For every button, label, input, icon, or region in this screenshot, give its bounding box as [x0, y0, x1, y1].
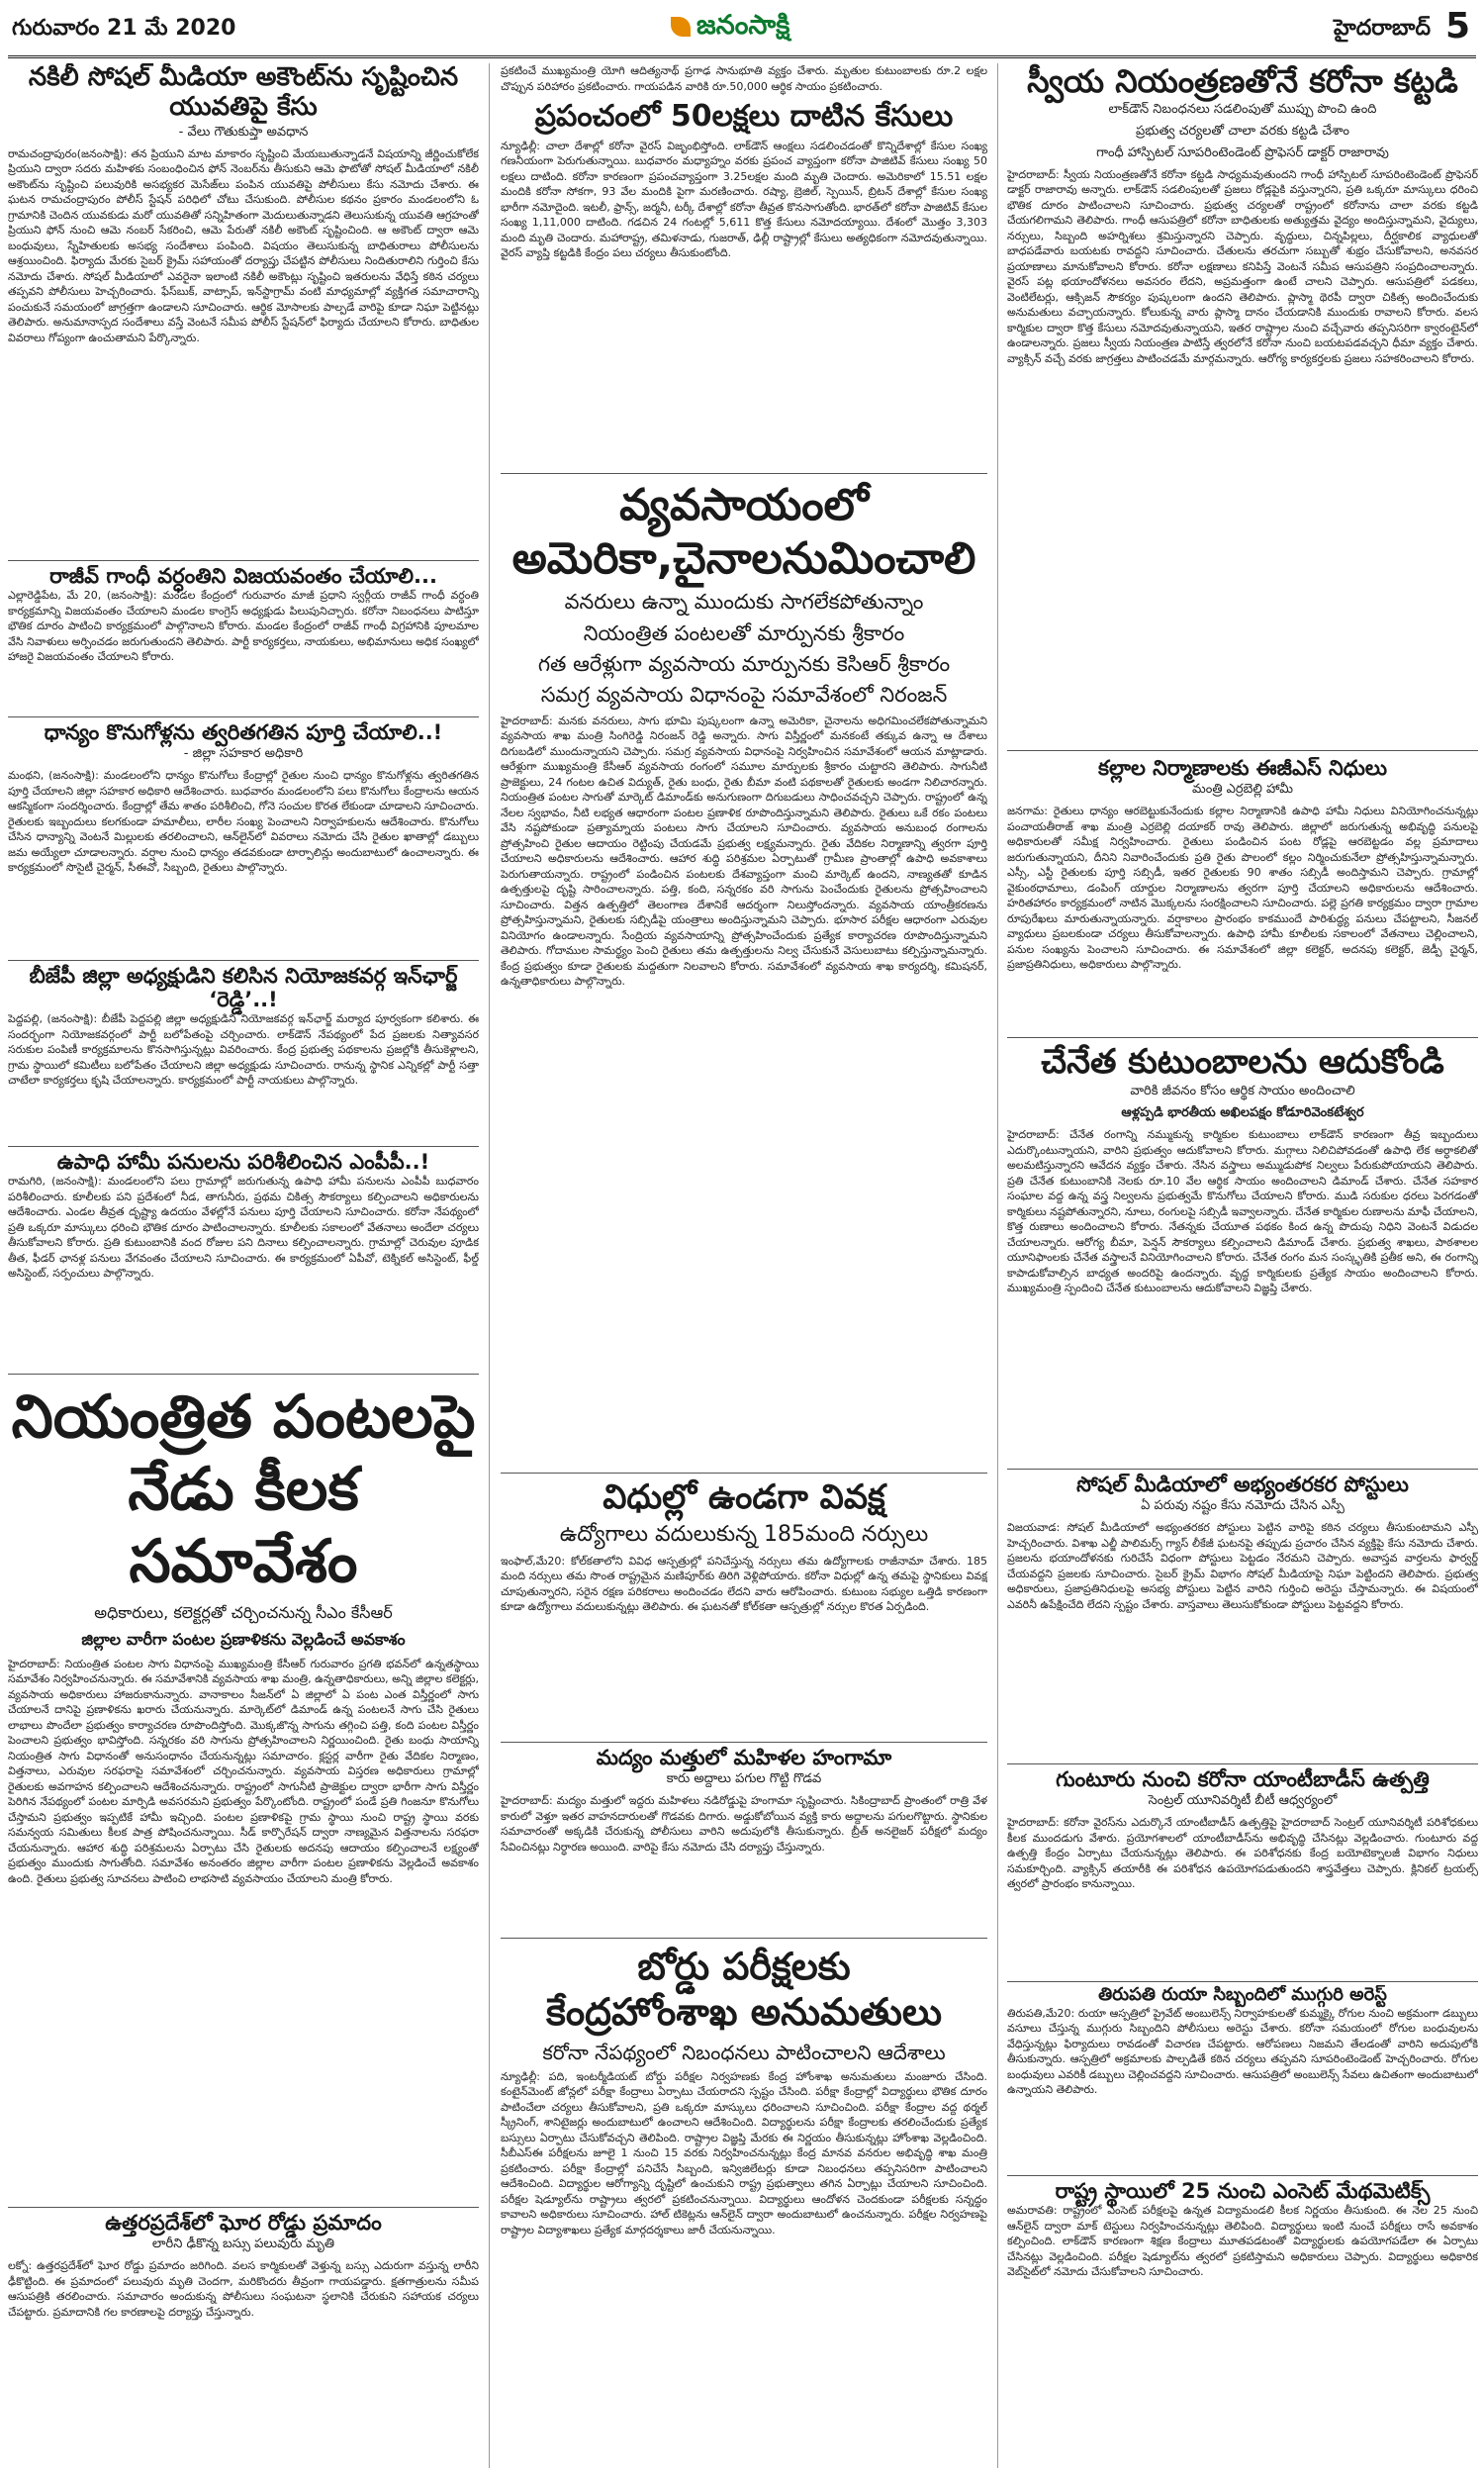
article-body: ఎల్లారెడ్డిపేట, మే 20, (జనంసాక్షి): మండల కేంద్రంలో గురువారం మాజీ ప్రధాని స్వర్గీయ రాజీవ్ గాంధీ వర్ధంతి కార్యక్రమాన్ని విజయవంతం చేయాలని మండల కాంగ్రెస్ అధ్యక్షుడు పిలుపునిచ్చారు. కరోనా నిబంధనలు పాటిస్తూ భౌతిక దూరం పాటించి కార్యక్రమంలో పాల్గొనాలని కోరారు. మండల కేంద్రంలో రాజీవ్ గాంధీ విగ్రహానికి పూలమాల వేసి నివాళులు అర్పించడం జరుగుతుందని తెలిపారు. పార్టీ కార్యకర్తలు, నాయకులు, అభిమానులు అధిక సంఖ్యలో హాజరై విజయవంతం చేయాలని కోరారు.	[8, 589, 479, 664]
byline: మంత్రి ఎర్రబెల్లి హామీ	[1192, 782, 1293, 798]
divider	[1007, 1981, 1478, 1982]
divider	[1007, 1763, 1478, 1764]
byline: లారీని ఢీకొన్న బస్సు పలువురు మృతి	[151, 2237, 335, 2252]
column-right	[1007, 63, 1478, 2468]
headline: నియంత్రిత పంటలపై నేడు కీలక సమావేశం	[11, 1382, 476, 1597]
column-divider	[997, 63, 998, 2468]
divider	[501, 1938, 987, 1939]
article-kallam	[1007, 756, 1478, 1033]
article-guntur	[1007, 1767, 1478, 1977]
byline: సెంట్రల్ యూనివర్శిటీ బీటీ ఆధ్వర్యంలో	[1148, 1793, 1338, 1809]
headline: వ్యవసాయంలో	[619, 480, 869, 530]
article-grain	[8, 720, 479, 956]
article-body: పెద్దపల్లి, (జనంసాక్షి): బీజేపీ పెద్దపల్లి జిల్లా అధ్యక్షుడిని నియోజకవర్గ ఇన్‌ఛార్జ్ మర్యాద పూర్వకంగా కలిశారు. ఈ సందర్భంగా నియోజకవర్గంలో పార్టీ బలోపేతంపై చర్చించారు. లాక్‌డౌన్ నేపథ్యంలో పేద ప్రజలకు నిత్యావసర సరుకుల పంపిణీ కార్యక్రమాలను కొనసాగిస్తున్నట్లు వివరించారు. కేంద్ర ప్రభుత్వ పథకాలను ప్రజల్లోకి తీసుకెళ్లాలని, గ్రామ స్థాయిలో కమిటీలు బలోపేతం చేయాలని జిల్లా అధ్యక్షుడు సూచించారు. రానున్న స్థానిక ఎన్నికల్లో పార్టీ సత్తా చాటేలా కార్యకర్తలు కృషి చేయాలన్నారు. కార్యక్రమంలో పార్టీ నాయకులు పాల్గొన్నారు.	[8, 1012, 479, 1088]
article-body: లక్నో: ఉత్తరప్రదేశ్‌లో ఘోర రోడ్డు ప్రమాదం జరిగింది. వలస కార్మికులతో వెళ్తున్న బస్సు ఎదురుగా వస్తున్న లారీని ఢీకొట్టింది. ఈ ప్రమాదంలో పలువురు మృతి చెందగా, మరికొందరు తీవ్రంగా గాయపడ్డారు. క్షతగాత్రులను సమీప ఆసుపత్రికి తరలించారు. సమాచారం అందుకున్న పోలీసులు సంఘటనా స్థలానికి చేరుకుని సహాయక చర్యలు చేపట్టారు. ప్రమాదానికి గల కారణాలపై దర్యాప్తు చేస్తున్నారు.	[8, 2259, 479, 2319]
headline: ఉత్తరప్రదేశ్‌లో ఘోర రోడ్డు ప్రమాదం	[105, 2211, 382, 2235]
divider	[8, 560, 479, 561]
article-board-exams	[501, 1944, 987, 2463]
article-up-accident	[8, 2211, 479, 2463]
column-divider	[489, 63, 490, 2468]
article-body: హైదరాబాద్: చేనేత రంగాన్ని నమ్ముకున్న కార్మికుల కుటుంబాలు లాక్‌డౌన్ కారణంగా తీవ్ర ఇబ్బందులు ఎదుర్కొంటున్నాయని, వారిని ప్రభుత్వం ఆదుకోవాలని కోరారు. మగ్గాలు నిలిచిపోవడంతో ఉపాధి లేక అర్ధాకలితో అలమటిస్తున్నారని ఆవేదన వ్యక్తం చేశారు. నేసిన వస్త్రాలు అమ్ముడుపోక నిల్వలు పేరుకుపోయాయని తెలిపారు. ప్రతి చేనేత కుటుంబానికి నెలకు రూ.10 వేల ఆర్థిక సాయం అందించాలని డిమాండ్ చేశారు. చేనేత సహకార సంఘాల వద్ద ఉన్న వస్త్ర నిల్వలను ప్రభుత్వమే కొనుగోలు చేయాలని కోరారు. ముడి సరుకుల ధరలు పెరగడంతో కార్మికులు నష్టపోతున్నారని, నూలు, రంగులపై సబ్సిడీ ఇవ్వాలన్నారు. చేనేత కార్మికుల రుణాలను మాఫీ చేయాలని, కొత్త రుణాలు అందించాలని కోరారు. నేతన్నకు చేయూత పథకం కింద ఉన్న పొదుపు నిధిని వెంటనే విడుదల చేయాలన్నారు. ఆరోగ్య బీమా, పెన్షన్ సౌకర్యాలు కల్పించాలని డిమాండ్ చేశారు. ప్రభుత్వ శాఖలు, పాఠశాలల యూనిఫాంలకు చేనేత వస్త్రాలనే వినియోగించాలని కోరారు. చేనేత రంగం మన సంస్కృతికి ప్రతీక అని, ఈ రంగాన్ని కాపాడుకోవాల్సిన బాధ్యత అందరిపై ఉందన్నారు. వృద్ధ కార్మికులకు ప్రత్యేక సాయం అందించాలని కోరారు. ముఖ్యమంత్రి స్పందించి చేనేత కుటుంబాలను ఆదుకోవాలని విజ్ఞప్తి చేశారు.	[1007, 1128, 1478, 1295]
article-self-control	[1007, 63, 1478, 746]
article-body: రామచంద్రాపురం(జనంసాక్షి): తన ప్రియుని మాట మాకారం సృష్టించి మేయబుతున్నాడనే విషయాన్ని జీర్ణించుకోలేక ప్రియుని ద్వారా సదరు మహిళకు సంబంధించిన ఫోన్ నెంబర్‌ను తీసుకుని ఆమె ఫొటోతో సోషల్ మీడియాలో నకిలీ అకౌంట్‌ను సృష్టించి పలువురికి అసభ్యకర మెసేజ్‌లు పంపిన యువతిపై పోలీసులు కేసు నమోదు చేశారు. ఈ ఘటన రామచంద్రాపురం పోలీస్ స్టేషన్ పరిధిలో చోటు చేసుకుంది. పోలీసుల కథనం ప్రకారం మండలంలోని ఓ గ్రామానికి చెందిన యువకుడు మరో యువతితో సన్నిహితంగా మెదులుతున్నాడని తెలుసుకున్న యువతి ఆగ్రహంతో ప్రియుని ఫోన్ నుంచి ఆమె నంబర్ సేకరించి, ఆమె పేరుతో నకిలీ అకౌంట్ సృష్టించింది. ఆ అకౌంట్ ద్వారా ఆమె బంధువులు, స్నేహితులకు అసభ్య సందేశాలు పంపింది. విషయం తెలుసుకున్న బాధితురాలు పోలీసులను ఆశ్రయించింది. ఫిర్యాదు మేరకు సైబర్ క్రైమ్ సహాయంతో దర్యాప్తు చేపట్టిన పోలీసులు నిందితురాలిని గుర్తించి కేసు నమోదు చేశారు. సోషల్ మీడియాలో ఎవరైనా ఇలాంటి నకిలీ అకౌంట్లు సృష్టించి ఇతరులను వేధిస్తే కఠిన చర్యలు తప్పవని పోలీసులు హెచ్చరించారు. ఫేస్‌బుక్, వాట్సాప్, ఇన్‌స్టాగ్రామ్ వంటి మాధ్యమాల్లో వ్యక్తిగత సమాచారాన్ని పంచుకునే సమయంలో జాగ్రత్తగా ఉండాలని సూచించారు. ఆర్థిక మోసాలకు పాల్పడే వారిపై కూడా నిఘా పెట్టినట్లు తెలిపారు. అనుమానాస్పద సందేశాలు వస్తే వెంటనే సమీప పోలీస్ స్టేషన్‌లో ఫిర్యాదు చేయాలని కోరారు. బాధితుల వివరాలు గోప్యంగా ఉంచుతామని పేర్కొన్నారు.	[8, 146, 479, 344]
divider	[8, 716, 479, 717]
edition-city: హైదరాబాద్	[1334, 16, 1431, 41]
subheadline: అధికారులు, కలెక్టర్లతో చర్చించనున్న సీఎం కేసీఆర్	[94, 1602, 393, 1622]
headline: బోర్డు పరీక్షలకు	[637, 1945, 851, 1988]
article-body: హైదరాబాద్: మనకు వనరులు, సాగు భూమి పుష్కలంగా ఉన్నా అమెరికా, చైనాలను అధిగమించలేకపోతున్నామని వ్యవసాయ శాఖ మంత్రి సింగిరెడ్డి నిరంజన్ రెడ్డి అన్నారు. సాగు విస్తీర్ణంలో మనకంటే తక్కువ ఉన్నా ఆ దేశాలు దిగుబడిలో ముందున్నాయని చెప్పారు. సమగ్ర వ్యవసాయ విధానంపై నిర్వహించిన సమావేశంలో ఆయన మాట్లాడారు. ఆరేళ్లుగా ముఖ్యమంత్రి కేసీఆర్ వ్యవసాయ రంగంలో సమూల మార్పులకు శ్రీకారం చుట్టారని తెలిపారు. సాగునీటి ప్రాజెక్టులు, 24 గంటల ఉచిత విద్యుత్, రైతు బంధు, రైతు బీమా వంటి పథకాలతో రైతులకు అండగా నిలిచారన్నారు. నియంత్రిత పంటల సాగుతో మార్కెట్ డిమాండ్‌కు అనుగుణంగా దిగుబడులు సాధించవచ్చని చెప్పారు. రాష్ట్రంలో ఉన్న నేలల స్వభావం, నీటి లభ్యత ఆధారంగా పంటల ప్రణాళిక రూపొందిస్తున్నామని తెలిపారు. రైతులు ఒకే రకం పంటలు వేసి నష్టపోకుండా ప్రత్యామ్నాయ పంటలు సాగు చేయాలని సూచించారు. వ్యవసాయ అనుబంధ రంగాలను ప్రోత్సహించి రైతుల ఆదాయం రెట్టింపు చేయడమే ప్రభుత్వ లక్ష్యమన్నారు. రైతు వేదికల నిర్మాణాన్ని త్వరగా పూర్తి చేయాలని అధికారులను ఆదేశించారు. ఆహార శుద్ధి పరిశ్రమల ఏర్పాటుతో గ్రామీణ ప్రాంతాల్లో ఉపాధి అవకాశాలు పెరుగుతాయన్నారు. రాష్ట్రంలో పండించిన పంటలకు దేశవ్యాప్తంగా మంచి మార్కెట్ ఉందని, నాణ్యతతో కూడిన ఉత్పత్తులపై దృష్టి సారించాలన్నారు. పత్తి, కంది, సన్నరకం వరి సాగును పెంచేందుకు రైతులను ప్రోత్సహించాలని సూచించారు. విత్తన ఉత్పత్తిలో తెలంగాణ దేశానికే ఆదర్శంగా నిలుస్తోందన్నారు. వ్యవసాయ యాంత్రీకరణను ప్రోత్సహిస్తున్నామని, రైతులకు సబ్సిడీపై యంత్రాలు అందిస్తున్నామని చెప్పారు. భూసార పరీక్షల ఆధారంగా ఎరువుల వినియోగం ఉండాలన్నారు. సేంద్రియ వ్యవసాయాన్ని ప్రోత్సహించేందుకు ప్రత్యేక కార్యాచరణ రూపొందిస్తున్నామని తెలిపారు. గోదాముల సామర్థ్యం పెంచి రైతులు తమ ఉత్పత్తులను నిల్వ చేసుకునే వెసులుబాటు కల్పిస్తున్నామన్నారు. కేంద్ర ప్రభుత్వం కూడా రైతులకు మద్దతుగా నిలవాలని కోరారు. సమావేశంలో వ్యవసాయ శాఖ కార్యదర్శి, కమిషనర్, ఉన్నతాధికారులు పాల్గొన్నారు.	[501, 714, 987, 989]
headline: గుంటూరు నుంచి కరోనా యాంటీబాడీస్ ఉత్పత్తి	[1056, 1767, 1430, 1791]
article-world-cases	[501, 63, 987, 469]
article-eamcet	[1007, 2179, 1478, 2466]
headline: ప్రపంచంలో 50లక్షలు దాటిన కేసులు	[534, 99, 954, 134]
article-upadhi	[8, 1150, 479, 1370]
article-body: హైదరాబాద్: స్వీయ నియంత్రణతోనే కరోనా కట్టడి సాధ్యమవుతుందని గాంధీ హాస్పిటల్ సూపరింటెండెంట్ ప్రొఫెసర్ డాక్టర్ రాజారావు అన్నారు. లాక్‌డౌన్ సడలింపులతో ప్రజలు రోడ్లపైకి వస్తున్నారని, ప్రతి ఒక్కరూ మాస్కులు ధరించి భౌతిక దూరం పాటించాలని సూచించారు. ప్రభుత్వ చర్యలతో రాష్ట్రంలో కరోనాను చాలా వరకు కట్టడి చేయగలిగామని తెలిపారు. గాంధీ ఆసుపత్రిలో కరోనా బాధితులకు అత్యుత్తమ వైద్యం అందిస్తున్నామని, వైద్యులు, నర్సులు, సిబ్బంది అహర్నిశలు శ్రమిస్తున్నారని చెప్పారు. వృద్ధులు, చిన్నపిల్లలు, దీర్ఘకాలిక వ్యాధులతో బాధపడేవారు బయటకు రావద్దని సూచించారు. చేతులను తరచుగా సబ్బుతో శుభ్రం చేసుకోవాలని, అనవసర ప్రయాణాలు మానుకోవాలని కోరారు. కరోనా లక్షణాలు కనిపిస్తే వెంటనే సమీప ఆసుపత్రిని సంప్రదించాలన్నారు. వైరస్ పట్ల భయాందోళనలు అవసరం లేదని, అప్రమత్తంగా ఉంటే చాలని చెప్పారు. ఆసుపత్రిలో పడకలు, వెంటిలేటర్లు, ఆక్సిజన్ సౌకర్యం పుష్కలంగా ఉందని తెలిపారు. ప్లాస్మా థెరపీ ద్వారా చికిత్స అందించేందుకు అనుమతులు వచ్చాయన్నారు. కోలుకున్న వారు ప్లాస్మా దానం చేయడానికి ముందుకు రావాలని కోరారు. వలస కార్మికుల ద్వారా కొత్త కేసులు నమోదవుతున్నాయని, ఇతర రాష్ట్రాల నుంచి వచ్చేవారు తప్పనిసరిగా క్వారంటైన్‌లో ఉండాలన్నారు. ప్రజలు స్వీయ నియంత్రణ పాటిస్తే త్వరలోనే కరోనా నుంచి బయటపడవచ్చని ధీమా వ్యక్తం చేశారు. వ్యాక్సిన్ వచ్చే వరకు జాగ్రత్తలు పాటించడమే మార్గమన్నారు. ఆరోగ్య కార్యకర్తలకు ప్రజలు సహకరించాలని కోరారు.	[1007, 167, 1478, 365]
subheadline: ఉద్యోగాలు వదులుకున్న 185మంది నర్సులు	[559, 1522, 929, 1548]
article-body: ఇంఫాల్,మే20: కోల్‌కతాలోని వివిధ ఆస్పత్రుల్లో పనిచేస్తున్న నర్సులు తమ ఉద్యోగాలకు రాజీనామా చేశారు. 185 మంది నర్సులు తమ సొంత రాష్ట్రమైన మణిపూర్‌కు తిరిగి వెళ్లిపోయారు. కరోనా విధుల్లో ఉన్న తమపై స్థానికులు వివక్ష చూపుతున్నారని, సరైన రక్షణ పరికరాలు అందించడం లేదని వారు ఆరోపించారు. కుటుంబ సభ్యుల ఒత్తిడి కారణంగా కూడా ఉద్యోగాలు వదులుకున్నట్లు తెలిపారు. ఈ ఘటనతో కోల్‌కతా ఆస్పత్రుల్లో నర్సుల కొరత ఏర్పడింది.	[501, 1554, 987, 1614]
byline: ఏ పరువు నష్టం కేసు నమోదు చేసిన ఎస్పీ	[1141, 1498, 1345, 1514]
divider	[8, 960, 479, 961]
divider	[1007, 1037, 1478, 1038]
article-body: అమరావతి: రాష్ట్రంలో ఎంసెట్ పరీక్షలపై ఉన్నత విద్యామండలి కీలక నిర్ణయం తీసుకుంది. ఈ నెల 25 నుంచి ఆన్‌లైన్ ద్వారా మాక్ టెస్టులు నిర్వహించనున్నట్లు తెలిపింది. విద్యార్థులు ఇంటి నుంచే పరీక్షలు రాసే అవకాశం కల్పించింది. లాక్‌డౌన్ కారణంగా శిక్షణ కేంద్రాలు మూతపడటంతో విద్యార్థులకు ఉపయోగపడేలా ఈ ఏర్పాటు చేసినట్లు వెల్లడించింది. పరీక్షల షెడ్యూల్‌ను త్వరలో ప్రకటిస్తామని అధికారులు చెప్పారు. విద్యార్థులు అధికారిక వెబ్‌సైట్‌లో నమోదు చేసుకోవాలని సూచించారు.	[1007, 2204, 1478, 2279]
page-number: 5	[1444, 6, 1470, 47]
article-niyantrita	[8, 1381, 479, 2203]
article-social-posts	[1007, 1473, 1478, 1760]
headline: రాష్ట్ర స్థాయిలో 25 నుంచి ఎంసెట్ మేథమెటిక్స్	[1055, 2179, 1431, 2203]
divider	[501, 473, 987, 474]
article-nurses	[501, 1478, 987, 1738]
headline: స్వీయ నియంత్రణతోనే కరోనా కట్టడి	[1027, 63, 1458, 100]
article-agriculture	[501, 479, 987, 1469]
headline: బీజేపీ జిల్లా అధ్యక్షుడిని కలిసిన నియోజకవర్గ ఇన్‌ఛార్జ్ ‘రెడ్డి’..!	[29, 964, 458, 1012]
article-rajiv	[8, 564, 479, 713]
leaf-icon	[671, 17, 691, 37]
subheadline: జిల్లాల వారీగా పంటల ప్రణాళికను వెల్లడించే అవకాశం	[81, 1629, 406, 1649]
headline: నకిలీ సోషల్ మీడియా అకౌంట్‌ను సృష్టించిన యువతిపై కేసు	[28, 63, 459, 122]
byline: - వేలు గౌతుకుప్తా అవధాన	[178, 124, 309, 140]
divider	[501, 1473, 987, 1474]
byline: - జిల్లా సహకార అధికారి	[183, 746, 304, 762]
subheadline: కరోనా నేపథ్యంలో నిబంధనలు పాటించాలని ఆదేశాలు	[542, 2040, 946, 2064]
subheadline: ప్రభుత్వ చర్యలతో చాలా వరకు కట్టడి చేశాం	[1135, 123, 1350, 139]
column-left	[8, 63, 479, 2468]
divider	[8, 1146, 479, 1147]
article-body: హైదరాబాద్: మద్యం మత్తులో ఇద్దరు మహిళలు నడిరోడ్డుపై హంగామా సృష్టించారు. సికింద్రాబాద్ ప్రాంతంలో రాత్రి వేళ కారులో వెళ్తూ ఇతర వాహనదారులతో గొడవకు దిగారు. అడ్డుకోబోయిన వ్యక్తి కారు అద్దాలను పగులగొట్టారు. స్థానికుల సమాచారంతో అక్కడికి చేరుకున్న పోలీసులు వారిని అదుపులోకి తీసుకున్నారు. బ్రీత్ అనలైజర్ పరీక్షలో మద్యం సేవించినట్లు నిర్ధారణ అయింది. వారిపై కేసు నమోదు చేసి దర్యాప్తు చేస్తున్నారు.	[501, 1794, 987, 1854]
byline: గాంధీ హాస్పిటల్ సూపరింటెండెంట్ ప్రొఫెసర్ డాక్టర్ రాజారావు	[1096, 144, 1389, 160]
article-lead: ప్రకటించే ముఖ్యమంత్రి యోగి ఆదిత్యనాథ్ ప్రగాఢ సానుభూతి వ్యక్తం చేశారు. మృతుల కుటుంబాలకు రూ.2 లక్షల చొప్పున పరిహారం ప్రకటించారు. గాయపడిన వారికి రూ.50,000 ఆర్థిక సాయం ప్రకటించారు.	[501, 64, 987, 93]
headline: రాజీవ్ గాంధీ వర్ధంతిని విజయవంతం చేయాలి...	[49, 564, 437, 588]
article-body: న్యూఢిల్లీ: పది, ఇంటర్మీడియట్ బోర్డు పరీక్షల నిర్వహణకు కేంద్ర హోంశాఖ అనుమతులు మంజూరు చేసింది. కంటైన్‌మెంట్ జోన్లలో పరీక్షా కేంద్రాలు ఏర్పాటు చేయరాదని స్పష్టం చేసింది. పరీక్షా కేంద్రాల్లో విద్యార్థులు భౌతిక దూరం పాటించేలా చర్యలు తీసుకోవాలని, ప్రతి ఒక్కరూ మాస్కులు ధరించాలని సూచించింది. పరీక్షా కేంద్రాల వద్ద థర్మల్ స్క్రీనింగ్, శానిటైజర్లు అందుబాటులో ఉంచాలని ఆదేశించింది. విద్యార్థులను పరీక్షా కేంద్రాలకు తరలించేందుకు ప్రత్యేక బస్సులు ఏర్పాటు చేసుకోవచ్చని తెలిపింది. రాష్ట్రాల విజ్ఞప్తి మేరకు ఈ నిర్ణయం తీసుకున్నట్లు హోంశాఖ వెల్లడించింది. సీబీఎస్ఈ పరీక్షలను జూలై 1 నుంచి 15 వరకు నిర్వహించనున్నట్లు కేంద్ర మానవ వనరుల అభివృద్ధి శాఖ మంత్రి ప్రకటించారు. పరీక్షా కేంద్రాల్లో పనిచేసే సిబ్బంది, ఇన్విజిలేటర్లు కూడా నిబంధనలు తప్పనిసరిగా పాటించాలని ఆదేశించింది. విద్యార్థుల ఆరోగ్యాన్ని దృష్టిలో ఉంచుకుని రాష్ట్ర ప్రభుత్వాలు తగిన ఏర్పాట్లు చేయాలని సూచించింది. పరీక్షల షెడ్యూల్‌ను రాష్ట్రాలు త్వరలో ప్రకటించనున్నాయి. విద్యార్థులు ఆందోళన చెందకుండా పరీక్షలకు సన్నద్ధం కావాలని అధికారులు సూచించారు. హాల్ టికెట్లను ఆన్‌లైన్ ద్వారా అందుబాటులో ఉంచనున్నారు. పరీక్షల నిర్వహణపై రాష్ట్రాల విద్యాశాఖలు ప్రత్యేక మార్గదర్శకాలు జారీ చేయనున్నాయి.	[501, 2069, 987, 2237]
byline: కారు అద్దాలు పగుల గొట్టి గొడవ	[666, 1771, 822, 1787]
article-body: మంథని, (జనంసాక్షి): మండలంలోని ధాన్యం కొనుగోలు కేంద్రాల్లో రైతుల నుంచి ధాన్యం కొనుగోళ్లను త్వరితగతిన పూర్తి చేయాలని జిల్లా సహకార అధికారి ఆదేశించారు. బుధవారం మండలంలోని పలు కొనుగోలు కేంద్రాలను ఆయన ఆకస్మికంగా సందర్శించారు. కేంద్రాల్లో తేమ శాతం పరిశీలించి, గోనె సంచుల కొరత లేకుండా చూడాలని సూచించారు. రైతులకు ఇబ్బందులు కలగకుండా హమాలీలు, లారీల సంఖ్య పెంచాలని నిర్వాహకులను ఆదేశించారు. కొనుగోలు చేసిన ధాన్యాన్ని వెంటనే మిల్లులకు తరలించాలని, ఆన్‌లైన్‌లో వివరాలు నమోదు చేసి రైతుల ఖాతాల్లో డబ్బులు జమ అయ్యేలా చూడాలన్నారు. వర్షాల నుంచి ధాన్యం తడవకుండా టార్పాలిన్లు అందుబాటులో ఉంచాలన్నారు. ఈ కార్యక్రమంలో సొసైటీ చైర్మన్, సీఈవో, సిబ్బంది, రైతులు పాల్గొన్నారు.	[8, 769, 479, 875]
headline: మద్యం మత్తులో మహిళల హంగామా	[596, 1746, 892, 1769]
page-header	[8, 6, 1476, 58]
article-body: హైదరాబాద్: నియంత్రిత పంటల సాగు విధానంపై ముఖ్యమంత్రి కేసీఆర్ గురువారం ప్రగతి భవన్‌లో ఉన్నతస్థాయి సమావేశం నిర్వహించనున్నారు. ఈ సమావేశానికి వ్యవసాయ శాఖ మంత్రి, ఉన్నతాధికారులు, అన్ని జిల్లాల కలెక్టర్లు, వ్యవసాయ అధికారులు హాజరుకానున్నారు. వానాకాలం సీజన్‌లో ఏ జిల్లాలో ఏ పంట ఎంత విస్తీర్ణంలో సాగు చేయాలనే దానిపై ప్రణాళికను ఖరారు చేయనున్నారు. మార్కెట్‌లో డిమాండ్ ఉన్న పంటలనే సాగు చేసి రైతులు లాభాలు పొందేలా ప్రభుత్వం కార్యాచరణ రూపొందిస్తోంది. మొక్కజొన్న సాగును తగ్గించి పత్తి, కంది పంటల విస్తీర్ణం పెంచాలని ప్రభుత్వం భావిస్తోంది. సన్నరకం వరి సాగును ప్రోత్సహించాలని నిర్ణయించింది. రైతు బంధు సాయాన్ని నియంత్రిత సాగు విధానంతో అనుసంధానం చేయనున్నట్లు సమాచారం. క్లస్టర్ల వారీగా రైతు వేదికల నిర్మాణం, విత్తనాలు, ఎరువుల సరఫరాపై సమావేశంలో చర్చించనున్నారు. వ్యవసాయ విస్తరణ అధికారులు గ్రామాల్లో రైతులకు అవగాహన కల్పించాలని ఆదేశించనున్నారు. రాష్ట్రంలో సాగునీటి ప్రాజెక్టుల ద్వారా భారీగా సాగు విస్తీర్ణం పెరిగిన నేపథ్యంలో పంటల మార్పిడి అవసరమని ప్రభుత్వం పేర్కొంటోంది. రాష్ట్రంలో పండే ప్రతి గింజనూ కొనుగోలు చేస్తామని ప్రభుత్వం ఇప్పటికే హామీ ఇచ్చింది. పంటల ప్రణాళికపై గ్రామ స్థాయి నుంచి రాష్ట్ర స్థాయి వరకు సమన్వయ సమితులు కీలక పాత్ర పోషించనున్నాయి. సీడ్ కార్పొరేషన్ ద్వారా నాణ్యమైన విత్తనాలను సరఫరా చేయనున్నారు. ఆహార శుద్ధి పరిశ్రమలను ఏర్పాటు చేసి రైతులకు అదనపు ఆదాయం కల్పించాలనే లక్ష్యంతో ప్రభుత్వం ముందుకు సాగుతోంది. సమావేశం అనంతరం జిల్లాల వారీగా పంటల ప్రణాళికను వెల్లడించే అవకాశం ఉంది. రైతులు ప్రభుత్వ సూచనలు పాటించి లాభసాటి వ్యవసాయం చేయాలని మంత్రి కోరారు.	[8, 1657, 479, 1885]
column-center	[501, 63, 987, 2468]
article-body: హైదరాబాద్: కరోనా వైరస్‌ను ఎదుర్కొనే యాంటీబాడీస్ ఉత్పత్తిపై హైదరాబాద్ సెంట్రల్ యూనివర్శిటీ పరిశోధకులు కీలక ముందడుగు వేశారు. ప్రయోగశాలలో యాంటీబాడీస్‌ను అభివృద్ధి చేసినట్లు వెల్లడించారు. గుంటూరు వద్ద ఉత్పత్తి కేంద్రం ఏర్పాటు చేయనున్నట్లు తెలిపారు. ఈ పరిశోధనకు కేంద్ర బయోటెక్నాలజీ విభాగం నిధులు సమకూర్చింది. వ్యాక్సిన్ తయారీకి ఈ పరిశోధన ఉపయోగపడుతుందని శాస్త్రవేత్తలు చెప్పారు. క్లినికల్ ట్రయల్స్ త్వరలో ప్రారంభం కానున్నాయి.	[1007, 1816, 1478, 1891]
subheadline: వనరులు ఉన్నా ముందుకు సాగలేకపోతున్నాం	[564, 590, 924, 615]
divider	[1007, 750, 1478, 751]
divider	[1007, 2175, 1478, 2176]
article-body: న్యూఢిల్లీ: చాలా దేశాల్లో కరోనా వైరస్ విజృంభిస్తోంది. లాక్‌డౌన్ ఆంక్షలు సడలించడంతో కొన్నిదేశాల్లో కేసుల సంఖ్య గణనీయంగా పెరుగుతున్నాయి. బుధవారం మధ్యాహ్నం వరకు ప్రపంచ వ్యాప్తంగా కరోనా పాజిటివ్ కేసులు సంఖ్య 50 లక్షలు దాటింది. కరోనా కారణంగా ప్రపంచవ్యాప్తంగా 3.25లక్షల మంది మృతి చెందారు. అమెరికాలో 15.51 లక్షల మందికి కరోనా సోకగా, 93 వేల మందికి పైగా మరణించారు. రష్యా, బ్రెజిల్, స్పెయిన్, బ్రిటన్ దేశాల్లో కేసుల సంఖ్య భారీగా నమోదైంది. ఇటలీ, ఫ్రాన్స్, జర్మనీ, టర్కీ దేశాల్లో కరోనా తీవ్రత కొనసాగుతోంది. భారత్‌లో కరోనా పాజిటివ్ కేసుల సంఖ్య 1,11,000 దాటింది. గడచిన 24 గంటల్లో 5,611 కొత్త కేసులు నమోదయ్యాయి. దేశంలో మొత్తం 3,303 మంది మృతి చెందారు. మహారాష్ట్ర, తమిళనాడు, గుజరాత్, ఢిల్లీ రాష్ట్రాల్లో కేసులు అత్యధికంగా నమోదవుతున్నాయి. వైరస్ వ్యాప్తి కట్టడికి కేంద్రం పలు చర్యలు తీసుకుంటోంది.	[501, 139, 987, 259]
byline: ఆళ్లప్పడి భారతీయ అఖిలపక్షం కోడూరివెంకటేశ్వర	[1121, 1105, 1364, 1121]
article-liquor	[501, 1746, 987, 1934]
headline: ధాన్యం కొనుగోళ్లను త్వరితగతిన పూర్తి చేయాలి..!	[44, 720, 443, 744]
subheadline: లాక్‌డౌన్ నిబంధనలు సడలింపుతో ముప్పు పొంచి ఉంది	[1108, 101, 1377, 117]
masthead-logo	[671, 10, 789, 48]
headline: సోషల్ మీడియాలో అభ్యంతరకర పోస్టులు	[1076, 1473, 1409, 1496]
article-fake-social	[8, 63, 479, 558]
subheadline: సమగ్ర వ్యవసాయ విధానంపై సమావేశంలో నిరంజన్	[540, 683, 948, 708]
headline: కేంద్రహోంశాఖ అనుమతులు	[546, 1990, 942, 2035]
headline: తిరుపతి రుయా సిబ్బందిలో ముగ్గురి అరెస్ట్	[1098, 1985, 1387, 2005]
divider	[1007, 1469, 1478, 1470]
logo-text: జనంసాక్షి	[696, 10, 790, 41]
issue-date: గురువారం 21 మే 2020	[12, 16, 236, 41]
article-body: జనగామ: రైతులు ధాన్యం ఆరబెట్టుకునేందుకు కల్లాల నిర్మాణానికి ఉపాధి హామీ నిధులు వినియోగించనున్నట్లు పంచాయతీరాజ్ శాఖ మంత్రి ఎర్రబెల్లి దయాకర్ రావు తెలిపారు. జిల్లాలో జరుగుతున్న అభివృద్ధి పనులపై అధికారులతో సమీక్ష నిర్వహించారు. రైతులు పండించిన పంట రోడ్లపై ఆరబెట్టడం వల్ల ప్రమాదాలు జరుగుతున్నాయని, దీనిని నివారించేందుకు ప్రతి రైతు పొలంలో కల్లం నిర్మించుకునేలా ప్రోత్సహిస్తున్నామన్నారు. ఎస్సీ, ఎస్టీ రైతులకు పూర్తి సబ్సిడీ, ఇతర రైతులకు 90 శాతం సబ్సిడీ అందిస్తామని చెప్పారు. గ్రామాల్లో వైకుంఠధామాలు, డంపింగ్ యార్డుల నిర్మాణాలను త్వరగా పూర్తి చేయాలని అధికారులను ఆదేశించారు. హరితహారం కార్యక్రమంలో నాటిన మొక్కలను సంరక్షించాలని సూచించారు. పల్లె ప్రగతి కార్యక్రమం ద్వారా గ్రామాల రూపురేఖలు మారుతున్నాయన్నారు. వర్షాకాలం ప్రారంభం కాకముందే పారిశుద్ధ్య పనులు చేపట్టాలని, సీజనల్ వ్యాధులు ప్రబలకుండా చర్యలు తీసుకోవాలన్నారు. ఉపాధి హామీ కూలీలకు సకాలంలో వేతనాలు చెల్లించాలని, పనుల సంఖ్యను పెంచాలని సూచించారు. ఈ సమావేశంలో జిల్లా కలెక్టర్, అదనపు కలెక్టర్, జెడ్పీ చైర్మన్, ప్రజాప్రతినిధులు, అధికారులు పాల్గొన్నారు.	[1007, 805, 1478, 972]
article-tirupati	[1007, 1985, 1478, 2171]
headline: చేనేత కుటుంబాలను ఆదుకోండి	[1041, 1043, 1444, 1082]
article-body: రామగిరి, (జనంసాక్షి): మండలంలోని పలు గ్రామాల్లో జరుగుతున్న ఉపాధి హామీ పనులను ఎంపీపీ బుధవారం పరిశీలించారు. కూలీలకు పని ప్రదేశంలో నీడ, తాగునీరు, ప్రథమ చికిత్స సౌకర్యాలు కల్పించాలని అధికారులను ఆదేశించారు. ఎండల తీవ్రత దృష్ట్యా ఉదయం వేళల్లోనే పనులు పూర్తి చేయాలని సూచించారు. కరోనా నేపథ్యంలో ప్రతి ఒక్కరూ మాస్కులు ధరించి భౌతిక దూరం పాటించాలన్నారు. కూలీలకు సకాలంలో వేతనాలు అందేలా చర్యలు తీసుకోవాలని కోరారు. ప్రతి కుటుంబానికి వంద రోజుల పని దినాలు కల్పించాలన్నారు. గ్రామాల్లో చెరువుల పూడిక తీత, ఫీడర్ ఛానళ్ల పనులు వేగవంతం చేయాలని సూచించారు. ఈ కార్యక్రమంలో ఏపీవో, టెక్నికల్ అసిస్టెంట్, ఫీల్డ్ అసిస్టెంట్, సర్పంచులు పాల్గొన్నారు.	[8, 1175, 479, 1281]
divider	[501, 1742, 987, 1743]
subheadline: గత ఆరేళ్లుగా వ్యవసాయ మార్పునకు కెసిఆర్ శ్రీకారం	[537, 651, 951, 676]
subheadline: నియంత్రిత పంటలతో మార్పునకు శ్రీకారం	[583, 620, 905, 645]
article-body: తిరుపతి,మే20: రుయా ఆస్పత్రిలో ప్రైవేట్ అంబులెన్స్ నిర్వాహకులతో కుమ్మక్కై రోగుల నుంచి అక్రమంగా డబ్బులు వసూలు చేస్తున్న ముగ్గురు సిబ్బందిని పోలీసులు అరెస్టు చేశారు. కరోనా సమయంలో రోగుల బంధువులను వేధిస్తున్నట్లు ఫిర్యాదులు రావడంతో విచారణ చేపట్టారు. ఆరోపణలు నిజమని తేలడంతో వారిని అదుపులోకి తీసుకున్నారు. ఆస్పత్రిలో అక్రమాలకు పాల్పడితే కఠిన చర్యలు తప్పవని సూపరింటెండెంట్ హెచ్చరించారు. రోగుల బంధువులు ఎవరికీ డబ్బులు చెల్లించవద్దని సూచించారు. ఆసుపత్రిలో అంబులెన్స్ సేవలు ఉచితంగా అందుబాటులో ఉన్నాయని తెలిపారు.	[1007, 2006, 1478, 2097]
headline: ఉపాధి హామీ పనులను పరిశీలించిన ఎంపీపీ..!	[56, 1150, 430, 1174]
subheadline: వారికి జీవనం కోసం ఆర్థిక సాయం అందించాలి	[1130, 1084, 1355, 1099]
headline: అమెరికా,చైనాలనుమించాలి	[511, 532, 976, 584]
divider	[8, 1374, 479, 1375]
headline: కల్లాల నిర్మాణాలకు ఈజీఎస్ నిధులు	[1098, 756, 1387, 780]
article-weavers	[1007, 1043, 1478, 1465]
article-bjp	[8, 964, 479, 1142]
divider	[8, 2207, 479, 2208]
headline: విధుల్లో ఉండగా వివక్ష	[603, 1478, 885, 1517]
article-body: విజయవాడ: సోషల్ మీడియాలో అభ్యంతరకర పోస్టులు పెట్టిన వారిపై కఠిన చర్యలు తీసుకుంటామని ఎస్పీ హెచ్చరించారు. విశాఖ ఎల్జీ పాలిమర్స్ గ్యాస్ లీకేజీ ఘటనపై తప్పుడు ప్రచారం చేసిన వ్యక్తిపై కేసు నమోదు చేశారు. ప్రజలను భయాందోళనకు గురిచేసే విధంగా పోస్టులు పెట్టడం నేరమని చెప్పారు. అవాస్తవ వార్తలను ఫార్వర్డ్ చేయవద్దని ప్రజలకు సూచించారు. సైబర్ క్రైమ్ విభాగం సోషల్ మీడియాపై నిఘా పెట్టిందని తెలిపారు. ప్రభుత్వ అధికారులు, ప్రజాప్రతినిధులపై అసభ్య పోస్టులు పెట్టిన వారిని గుర్తించి అరెస్టు చేస్తామన్నారు. ఈ విషయంలో ఎవరినీ ఉపేక్షించేది లేదని స్పష్టం చేశారు. వాస్తవాలు తెలుసుకోకుండా పోస్టులు పెట్టవద్దని కోరారు.	[1007, 1521, 1478, 1611]
